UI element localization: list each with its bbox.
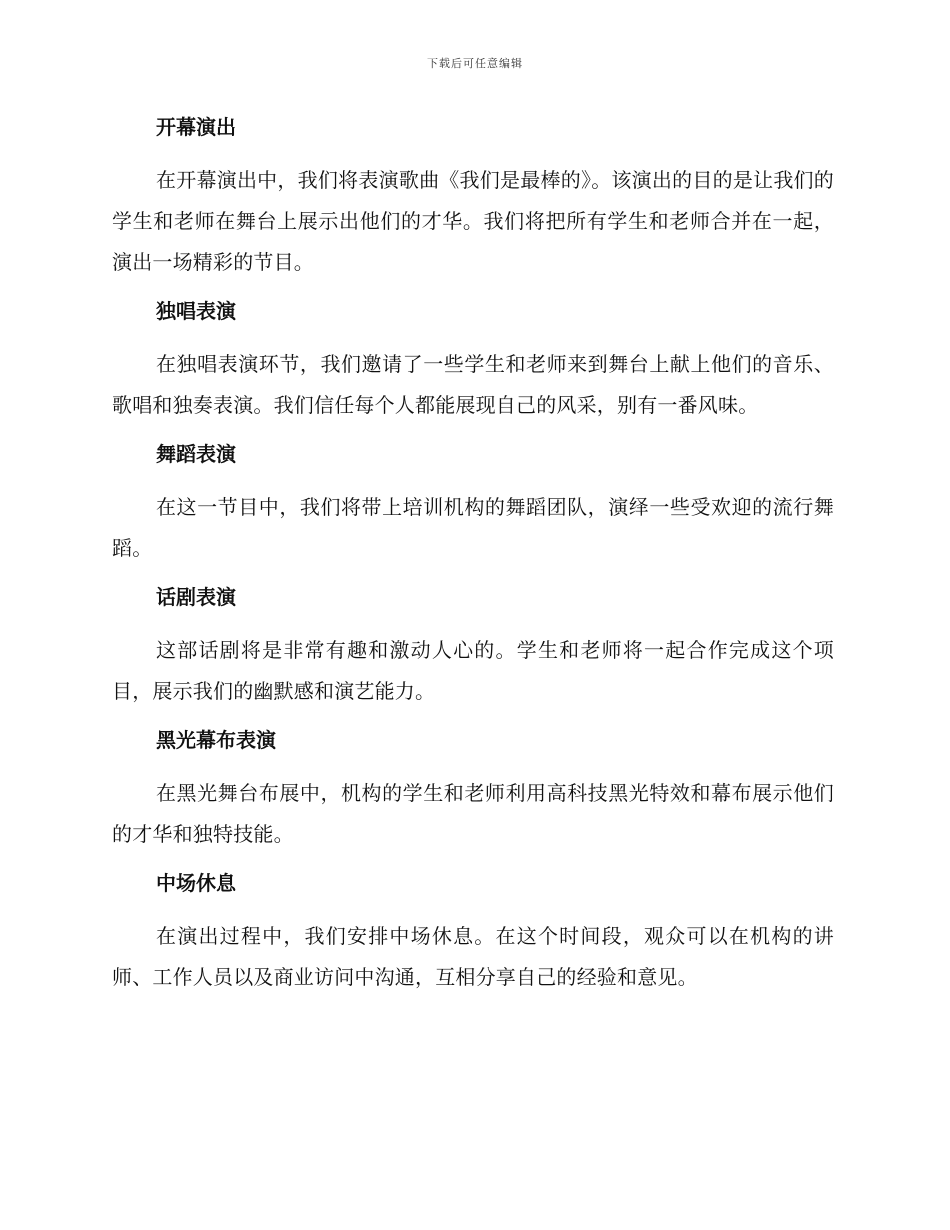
section-heading: 舞蹈表演 (156, 442, 236, 466)
document-content (112, 112, 834, 1011)
section-intermission (112, 868, 834, 998)
header-note: 下载后可任意编辑 (427, 57, 523, 70)
section-paragraph: 在这一节目中，我们将带上培训机构的舞蹈团队，演绎一些受欢迎的流行舞蹈。 (112, 495, 834, 560)
section-paragraph: 在黑光舞台布展中，机构的学生和老师利用高科技黑光特效和幕布展示他们的才华和独特技能。 (112, 781, 834, 846)
section-paragraph: 在独唱表演环节，我们邀请了一些学生和老师来到舞台上献上他们的音乐、歌唱和独奏表演。我们信任每个人都能展现自己的风采，别有一番风味。 (112, 352, 834, 417)
section-dance (112, 439, 834, 569)
section-heading: 中场休息 (156, 871, 236, 895)
section-heading: 黑光幕布表演 (156, 728, 276, 752)
section-solo (112, 296, 834, 426)
section-paragraph: 这部话剧将是非常有趣和激动人心的。学生和老师将一起合作完成这个项目，展示我们的幽默感和演艺能力。 (112, 638, 834, 703)
section-paragraph: 在演出过程中，我们安排中场休息。在这个时间段，观众可以在机构的讲师、工作人员以及商业访问中沟通，互相分享自己的经验和意见。 (112, 924, 834, 989)
section-blacklight (112, 725, 834, 855)
section-heading: 独唱表演 (156, 299, 236, 323)
section-heading: 开幕演出 (156, 115, 236, 139)
section-heading: 话剧表演 (156, 585, 236, 609)
section-opening (112, 112, 834, 283)
section-drama (112, 582, 834, 712)
section-paragraph: 在开幕演出中，我们将表演歌曲《我们是最棒的》。该演出的目的是让我们的学生和老师在舞台上展示出他们的才华。我们将把所有学生和老师合并在一起，演出一场精彩的节目。 (112, 168, 834, 274)
